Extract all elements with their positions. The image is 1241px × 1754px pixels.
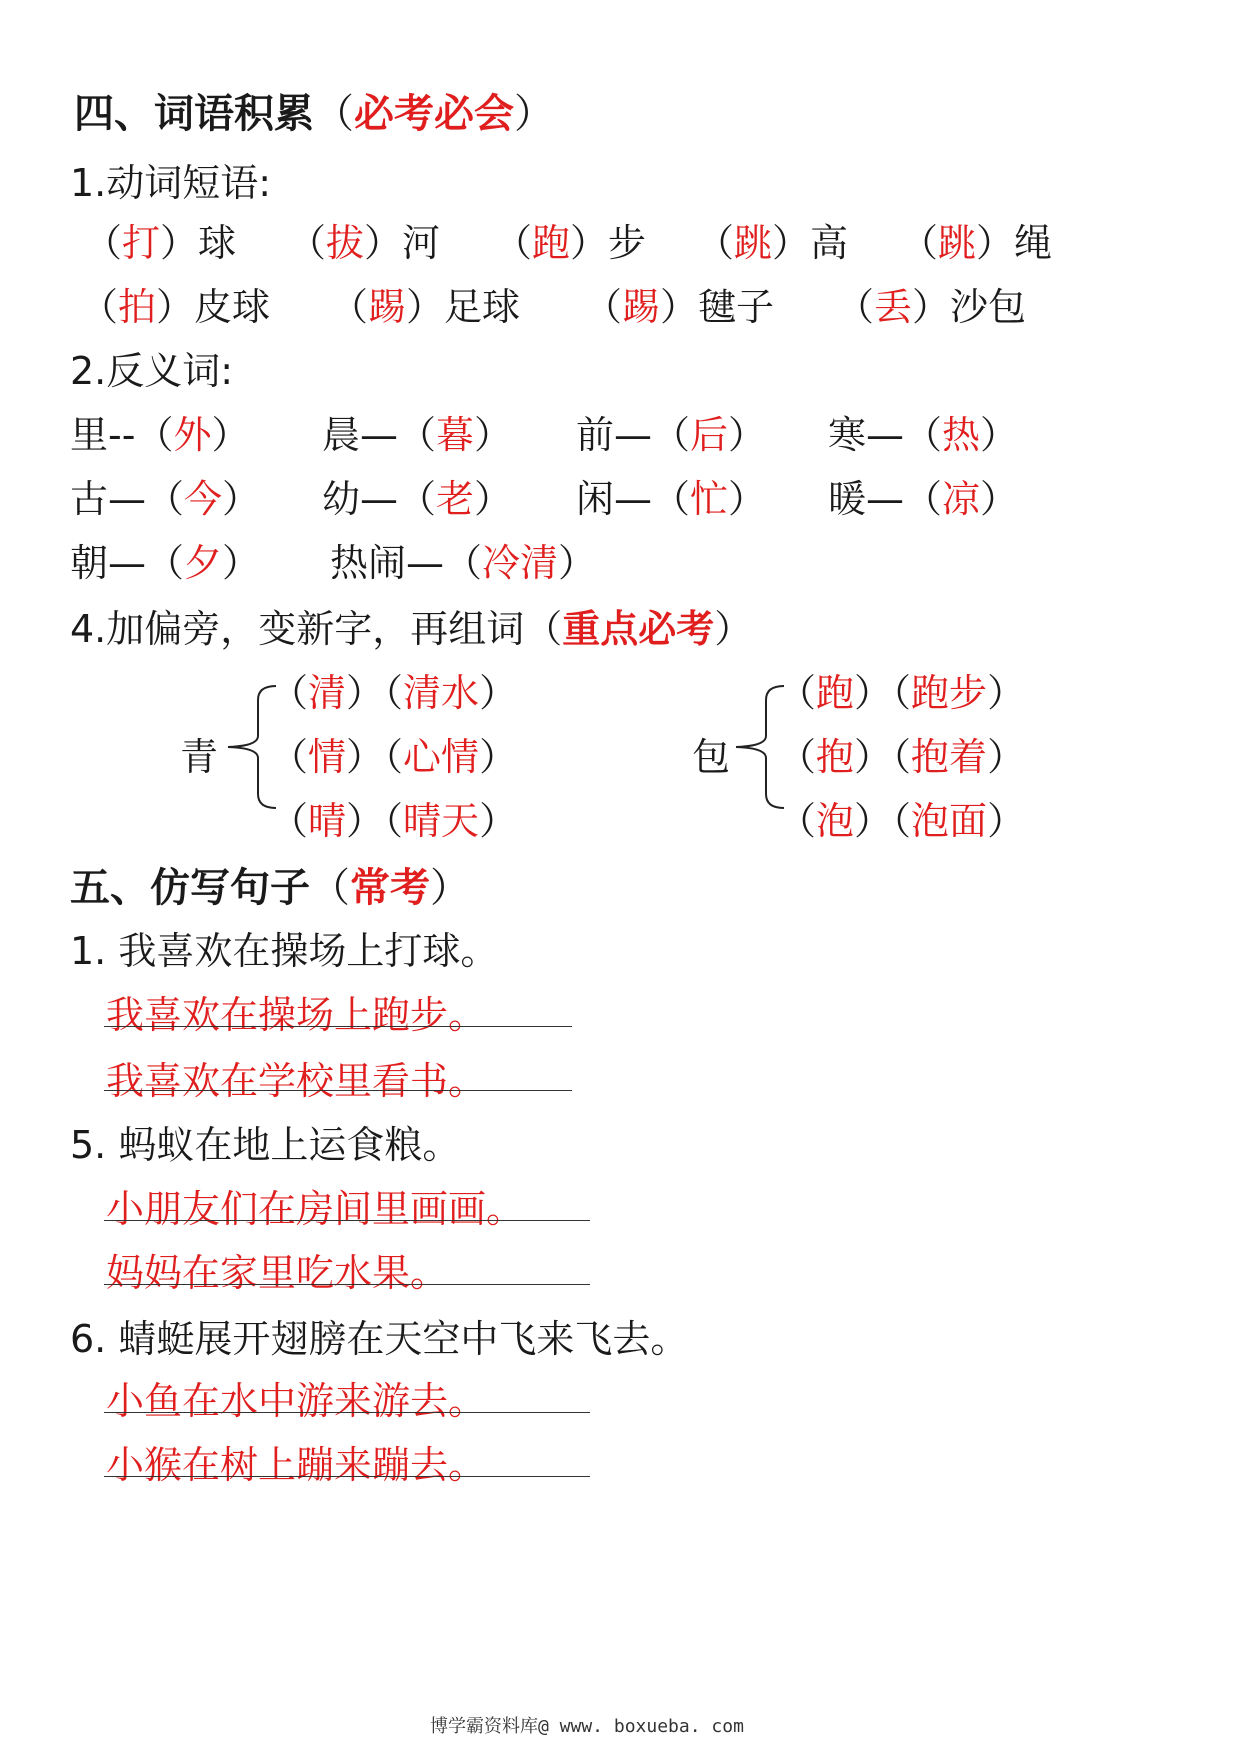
antonym-item: 暖—（凉） xyxy=(828,477,1019,521)
radical-root: 包 xyxy=(692,735,731,779)
section4-paren-open: （ xyxy=(314,91,354,137)
verb-word: 毽子 xyxy=(698,285,775,329)
radical-word: 晴天 xyxy=(403,799,480,843)
verb-word: 球 xyxy=(198,221,237,265)
footer-watermark: 博学霸资料库@ www. boxueba. com xyxy=(430,1716,744,1737)
verb-word: 绳 xyxy=(1014,221,1053,265)
antonym-item: 古—（今） xyxy=(70,477,261,521)
antonym-item: 晨—（暮） xyxy=(322,413,513,457)
verb-answer: 跑 xyxy=(532,221,571,265)
antonym-word: 闲— xyxy=(576,477,653,521)
antonym-item: 寒—（热） xyxy=(828,413,1019,457)
antonym-item: 幼—（老） xyxy=(322,477,513,521)
radical-root: 青 xyxy=(180,735,219,779)
antonym-item: 里--（外） xyxy=(70,413,250,457)
radical-char: 清 xyxy=(308,671,347,715)
section4-title: 四、词语积累 xyxy=(74,91,314,137)
antonym-item: 朝—（夕） xyxy=(70,541,261,585)
antonym-word: 古— xyxy=(70,477,147,521)
antonym-item: 闲—（忙） xyxy=(576,477,767,521)
sentence-answer: 小朋友们在房间里画画。 xyxy=(106,1187,525,1231)
verb-word: 步 xyxy=(608,221,647,265)
answer-underline xyxy=(104,1220,590,1221)
antonym-item: 热闹—（冷清） xyxy=(330,541,597,585)
verb-word: 皮球 xyxy=(194,285,271,329)
verb-item: （跑）步 xyxy=(494,221,647,265)
antonym-word: 寒— xyxy=(828,413,905,457)
section4-tag: 必考必会 xyxy=(354,91,514,137)
antonym-answer: 今 xyxy=(184,477,223,521)
antonyms-heading: 2.反义词: xyxy=(70,349,234,393)
section4-paren-close: ） xyxy=(514,91,554,137)
verb-item: （打）球 xyxy=(84,221,237,265)
radical-char: 情 xyxy=(308,735,347,779)
antonym-answer: 夕 xyxy=(184,541,223,585)
verb-answer: 跳 xyxy=(938,221,977,265)
verbs-heading: 1.动词短语: xyxy=(70,161,272,205)
radical-word: 跑步 xyxy=(911,671,988,715)
verb-word: 足球 xyxy=(444,285,521,329)
section5-title: 五、仿写句子 xyxy=(70,865,310,911)
sentence-answer: 小鱼在水中游来游去。 xyxy=(106,1379,487,1423)
antonym-word: 幼— xyxy=(322,477,399,521)
antonym-answer: 冷清 xyxy=(482,541,559,585)
radical-row: （泡）（泡面） xyxy=(778,799,1026,843)
sentence-answer: 我喜欢在操场上跑步。 xyxy=(106,993,487,1037)
radical-word: 心情 xyxy=(403,735,480,779)
radical-char: 跑 xyxy=(816,671,855,715)
section4-heading xyxy=(74,82,554,139)
verb-answer: 打 xyxy=(122,221,161,265)
antonym-answer: 后 xyxy=(690,413,729,457)
antonym-word: 里-- xyxy=(70,413,136,457)
antonym-word: 热闹— xyxy=(330,541,445,585)
radical-word: 抱着 xyxy=(911,735,988,779)
verb-answer: 踢 xyxy=(368,285,407,329)
sentence-prompt: 1. 我喜欢在操场上打球。 xyxy=(70,929,499,973)
sentence-answer: 我喜欢在学校里看书。 xyxy=(106,1059,487,1103)
verb-item: （丢）沙包 xyxy=(836,285,1027,329)
radical-word: 泡面 xyxy=(911,799,988,843)
sentence-prompt: 5. 蚂蚁在地上运食粮。 xyxy=(70,1123,461,1167)
antonym-answer: 凉 xyxy=(942,477,981,521)
answer-underline xyxy=(104,1090,572,1091)
section5-tag: 常考 xyxy=(350,865,430,911)
verb-item: （拍）皮球 xyxy=(80,285,271,329)
verb-item: （踢）毽子 xyxy=(584,285,775,329)
verb-word: 河 xyxy=(402,221,441,265)
antonym-word: 晨— xyxy=(322,413,399,457)
radical-row: （晴）（晴天） xyxy=(270,799,518,843)
verb-answer: 丢 xyxy=(874,285,913,329)
antonym-word: 朝— xyxy=(70,541,147,585)
antonym-answer: 忙 xyxy=(690,477,729,521)
sentence-answer: 妈妈在家里吃水果。 xyxy=(106,1251,449,1295)
answer-underline xyxy=(104,1284,590,1285)
antonym-word: 暖— xyxy=(828,477,905,521)
radical-char: 泡 xyxy=(816,799,855,843)
antonym-answer: 外 xyxy=(173,413,212,457)
antonym-item: 前—（后） xyxy=(576,413,767,457)
verb-word: 高 xyxy=(810,221,849,265)
radical-row: （抱）（抱着） xyxy=(778,735,1026,779)
antonym-word: 前— xyxy=(576,413,653,457)
radical-row: （跑）（跑步） xyxy=(778,671,1026,715)
verb-word: 沙包 xyxy=(950,285,1027,329)
antonym-answer: 暮 xyxy=(436,413,475,457)
sentence-answer: 小猴在树上蹦来蹦去。 xyxy=(106,1443,487,1487)
radicals-tag: 重点必考 xyxy=(562,607,715,651)
answer-underline xyxy=(104,1026,572,1027)
radicals-heading: 4.加偏旁，变新字，再组词（重点必考） xyxy=(70,607,753,651)
answer-underline xyxy=(104,1476,590,1477)
radical-row: （清）（清水） xyxy=(270,671,518,715)
answer-underline xyxy=(104,1412,590,1413)
verb-item: （拔）河 xyxy=(288,221,441,265)
verb-answer: 拔 xyxy=(326,221,365,265)
section5-heading: 五、仿写句子（常考） xyxy=(70,865,470,911)
radical-char: 晴 xyxy=(308,799,347,843)
antonym-answer: 老 xyxy=(436,477,475,521)
verb-answer: 跳 xyxy=(734,221,773,265)
antonym-answer: 热 xyxy=(942,413,981,457)
verb-answer: 踢 xyxy=(622,285,661,329)
verb-answer: 拍 xyxy=(118,285,157,329)
sentence-prompt: 6. 蜻蜓展开翅膀在天空中飞来飞去。 xyxy=(70,1317,689,1361)
verb-item: （跳）高 xyxy=(696,221,849,265)
radical-word: 清水 xyxy=(403,671,480,715)
radical-row: （情）（心情） xyxy=(270,735,518,779)
radicals-heading-text: 4.加偏旁，变新字，再组词 xyxy=(70,607,525,651)
verb-item: （跳）绳 xyxy=(900,221,1053,265)
radical-char: 抱 xyxy=(816,735,855,779)
verb-item: （踢）足球 xyxy=(330,285,521,329)
